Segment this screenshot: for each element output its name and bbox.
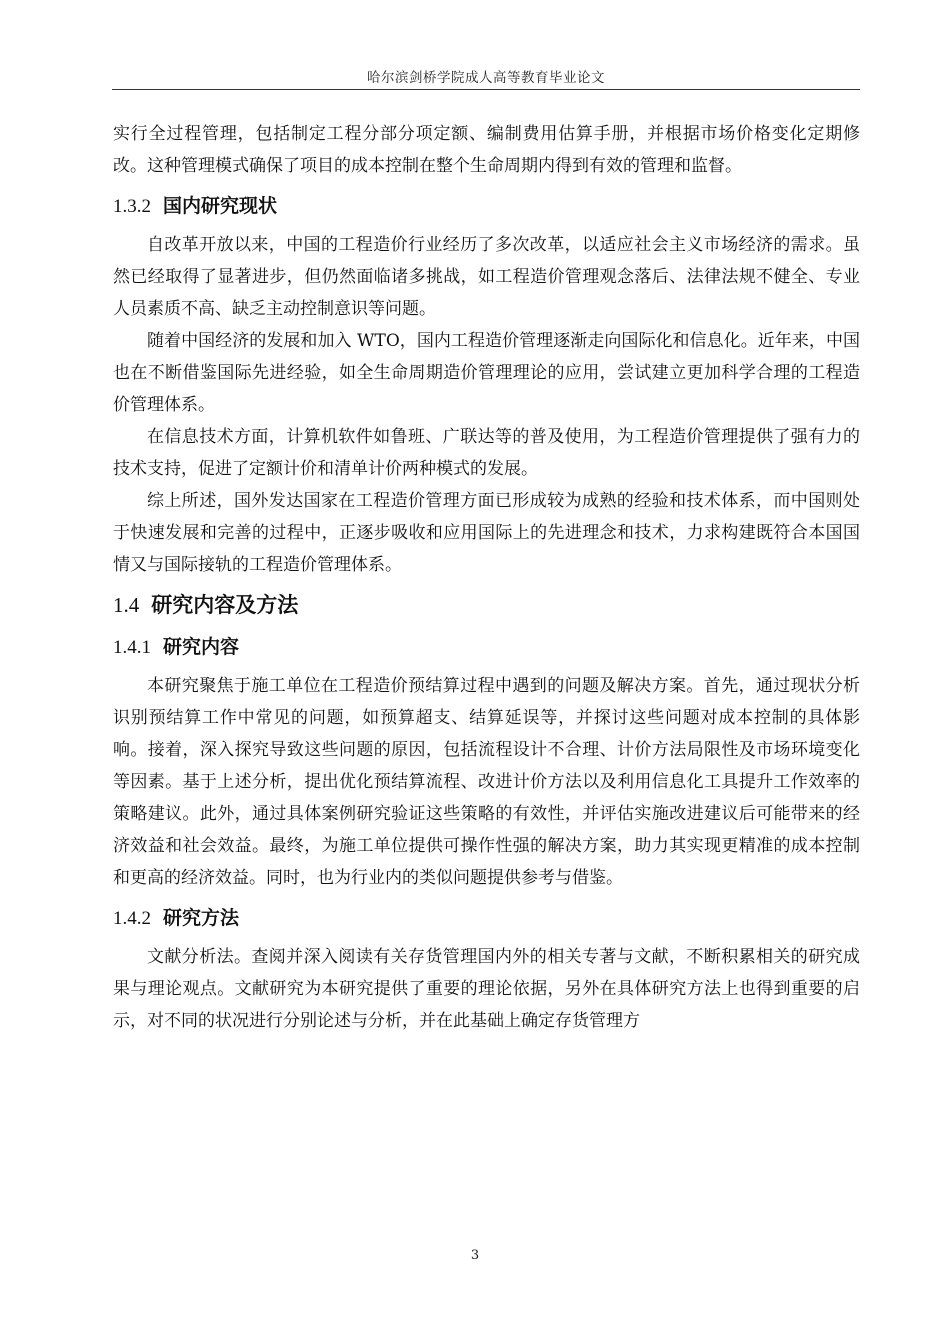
section-title: 研究内容及方法 xyxy=(151,593,299,617)
section-heading-1-4-2 xyxy=(113,900,860,937)
paragraph: 在信息技术方面，计算机软件如鲁班、广联达等的普及使用，为工程造价管理提供了强有力的技术支持，促进了定额计价和清单计价两种模式的发展。 xyxy=(113,427,860,479)
section-heading-1-3-2 xyxy=(113,188,860,225)
paragraph-continued: 实行全过程管理，包括制定工程分部分项定额、编制费用估算手册，并根据市场价格变化定期修改。这种管理模式确保了项目的成本控制在整个生命周期内得到有效的管理和监督。 xyxy=(113,124,860,176)
paragraph: 随着中国经济的发展和加入 WTO，国内工程造价管理逐渐走向国际化和信息化。近年来，中国也在不断借鉴国际先进经验，如全生命周期造价管理理论的应用，尝试建立更加科学合理的工程造价管理体系。 xyxy=(113,331,860,415)
section-title: 研究内容 xyxy=(163,636,240,658)
page-number: 3 xyxy=(470,1248,480,1263)
paragraph: 自改革开放以来，中国的工程造价行业经历了多次改革，以适应社会主义市场经济的需求。虽然已经取得了显著进步，但仍然面临诸多挑战，如工程造价管理观念落后、法律法规不健全、专业人员素质不高、缺乏主动控制意识等问题。 xyxy=(113,235,860,319)
section-number: 1.4 xyxy=(113,593,140,617)
page-header: 哈尔滨剑桥学院成人高等教育毕业论文 xyxy=(367,70,605,86)
header-divider xyxy=(112,89,860,90)
section-heading-1-4 xyxy=(113,587,860,623)
paragraph: 本研究聚焦于施工单位在工程造价预结算过程中遇到的问题及解决方案。首先，通过现状分析识别预结算工作中常见的问题，如预算超支、结算延误等，并探讨这些问题对成本控制的具体影响。接着，深入探究导致这些问题的原因，包括流程设计不合理、计价方法局限性及市场环境变化等因素。基于上述分析，提出优化预结算流程、改进计价方法以及利用信息化工具提升工作效率的策略建议。此外，通过具体案例研究验证这些策略的有效性，并评估实施改进建议后可能带来的经济效益和社会效益。最终，为施工单位提供可操作性强的解决方案，助力其实现更精准的成本控制和更高的经济效益。同时，也为行业内的类似问题提供参考与借鉴。 xyxy=(113,676,860,888)
paragraph: 文献分析法。查阅并深入阅读有关存货管理国内外的相关专著与文献，不断积累相关的研究成果与理论观点。文献研究为本研究提供了重要的理论依据，另外在具体研究方法上也得到重要的启示，对不同的状况进行分别论述与分析，并在此基础上确定存货管理方 xyxy=(113,947,860,1031)
section-number: 1.4.2 xyxy=(113,908,151,929)
page-body xyxy=(113,118,860,1037)
section-number: 1.3.2 xyxy=(113,196,151,217)
section-title: 研究方法 xyxy=(163,907,240,929)
section-number: 1.4.1 xyxy=(113,637,151,658)
paragraph: 综上所述，国外发达国家在工程造价管理方面已形成较为成熟的经验和技术体系，而中国则处于快速发展和完善的过程中，正逐步吸收和应用国际上的先进理念和技术，力求构建既符合本国国情又与国际接轨的工程造价管理体系。 xyxy=(113,491,860,575)
section-heading-1-4-1 xyxy=(113,629,860,666)
section-title: 国内研究现状 xyxy=(163,195,278,217)
